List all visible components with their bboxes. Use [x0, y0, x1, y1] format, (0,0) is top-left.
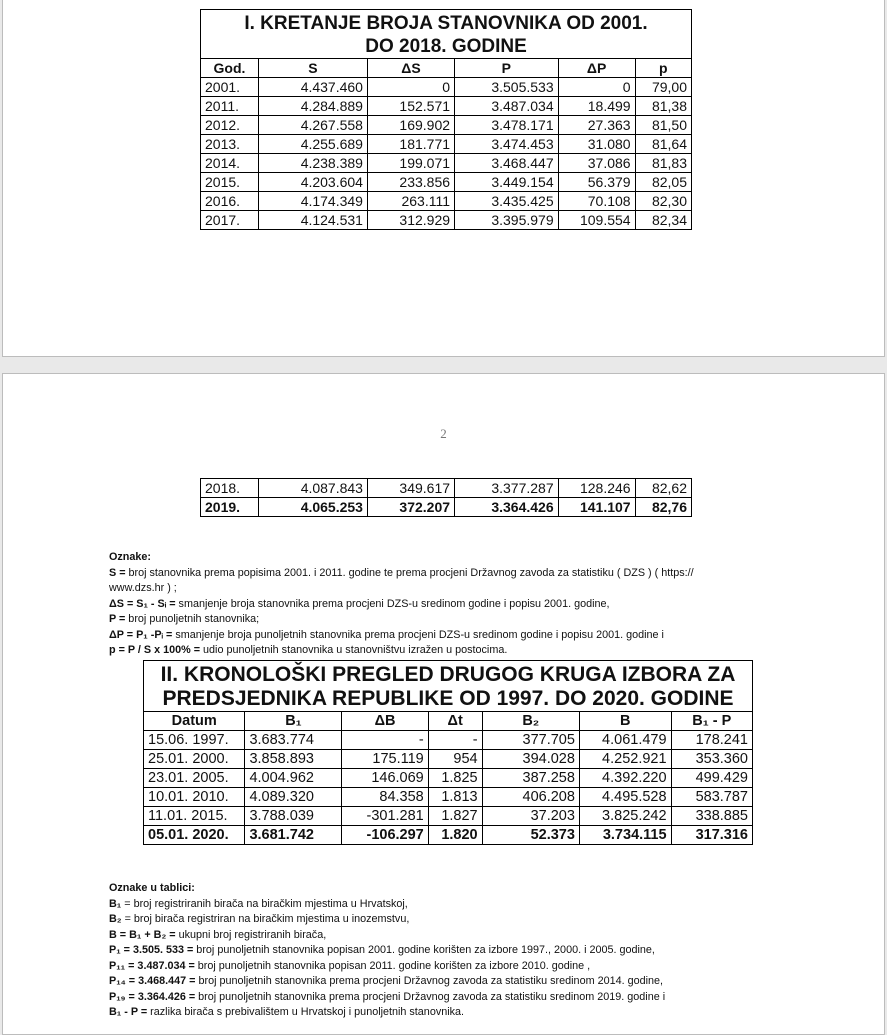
table-cell: 4.089.320	[245, 788, 342, 807]
col-header-s: S	[258, 59, 367, 78]
table-cell: 0	[367, 78, 454, 97]
table-cell: 169.902	[367, 116, 454, 135]
table-cell: 199.071	[367, 154, 454, 173]
table-cell: 2014.	[201, 154, 259, 173]
legend-key: p = P / S x 100% =	[109, 644, 201, 656]
population-table-continued	[200, 478, 692, 517]
table-cell: 25.01. 2000.	[144, 750, 245, 769]
table-row	[201, 135, 692, 154]
col-header-delta-p: ΔP	[558, 59, 635, 78]
table-cell: 81,50	[635, 116, 691, 135]
elections-table-title: II. KRONOLOŠKI PREGLED DRUGOG KRUGA IZBORA ZA PREDSJEDNIKA REPUBLIKE OD 1997. DO 2020. GODINE	[144, 661, 753, 712]
table-cell: 583.787	[671, 788, 752, 807]
legend-heading: Oznake:	[109, 551, 152, 563]
table-cell: 3.788.039	[245, 807, 342, 826]
table-cell: 81,38	[635, 97, 691, 116]
table-cell: -	[342, 731, 428, 750]
table-cell: 3.468.447	[455, 154, 559, 173]
legend-key: B = B₁ + B₂ =	[109, 928, 176, 941]
table-cell: 81,64	[635, 135, 691, 154]
legend-key: P₁₁ = 3.487.034 =	[109, 959, 195, 972]
table-row	[201, 479, 692, 498]
table-cell: 499.429	[671, 769, 752, 788]
table-cell: 3.858.893	[245, 750, 342, 769]
legend-key: B₁	[109, 897, 122, 910]
table-cell: 4.284.889	[258, 97, 367, 116]
table-cell: 3.377.287	[455, 479, 559, 498]
legend-key: P₁₉ = 3.364.426 =	[109, 990, 196, 1003]
table-cell: 3.505.533	[455, 78, 559, 97]
legend-line	[109, 643, 694, 659]
table-cell: 372.207	[367, 498, 454, 517]
table-cell: -106.297	[342, 826, 428, 845]
legend-text: broj punoljetnih stanovnika popisan 2001. godine korišten za izbore 1997., 2000. i 2005. godine,	[193, 944, 655, 956]
table-cell: 2018.	[201, 479, 259, 498]
table-cell: 1.820	[428, 826, 482, 845]
table-cell: 15.06. 1997.	[144, 731, 245, 750]
col-header-b1: B₁	[245, 712, 342, 731]
col-header-delta-s: ΔS	[367, 59, 454, 78]
table-cell: 3.683.774	[245, 731, 342, 750]
legend-text: broj punoljetnih stanovnika prema procjeni Državnog zavoda za statistiku sredinom 2019. godine i	[195, 990, 666, 1003]
table-cell: 3.681.742	[245, 826, 342, 845]
col-header-p: P	[455, 59, 559, 78]
table-row	[201, 211, 692, 230]
table-cell: 1.827	[428, 807, 482, 826]
table-cell: 4.392.220	[579, 769, 671, 788]
legend-line	[109, 990, 665, 1006]
table-cell: 4.267.558	[258, 116, 367, 135]
table-cell: 4.437.460	[258, 78, 367, 97]
legend-line	[109, 1005, 665, 1021]
table-header-row	[201, 59, 692, 78]
legend-text: ukupni broj registriranih birača,	[175, 928, 327, 941]
table-row	[201, 116, 692, 135]
legend-key: B₂	[109, 913, 122, 925]
legend-text: razlika birača s prebivalištem u Hrvatskoj i punoljetnih stanovnika.	[147, 1006, 465, 1018]
table-cell: 4.124.531	[258, 211, 367, 230]
table-cell: 4.061.479	[579, 731, 671, 750]
table-cell: 4.203.604	[258, 173, 367, 192]
table-row	[201, 173, 692, 192]
legend-heading: Oznake u tablici:	[109, 882, 195, 894]
table-cell: 1.813	[428, 788, 482, 807]
legend-line	[109, 628, 694, 644]
table-row	[144, 750, 753, 769]
legend-key: ΔP = P₁ -Pᵢ =	[109, 628, 173, 641]
table-cell: 4.004.962	[245, 769, 342, 788]
legend-key: B₁ - P =	[109, 1006, 148, 1018]
table-row	[144, 788, 753, 807]
table-cell: 4.255.689	[258, 135, 367, 154]
table-cell: 4.238.389	[258, 154, 367, 173]
table-cell: 3.487.034	[455, 97, 559, 116]
table-cell: 0	[558, 78, 635, 97]
table-cell: 52.373	[482, 826, 579, 845]
table-cell: 128.246	[558, 479, 635, 498]
table-cell: 82,76	[635, 498, 691, 517]
document-page-1	[2, 0, 885, 357]
table-cell: 11.01. 2015.	[144, 807, 245, 826]
table-cell: 233.856	[367, 173, 454, 192]
col-header-delta-t: Δt	[428, 712, 482, 731]
table-cell: 954	[428, 750, 482, 769]
legend-line	[109, 581, 694, 597]
table-row	[144, 807, 753, 826]
document-page-2	[2, 373, 885, 1035]
table-cell: 2012.	[201, 116, 259, 135]
table-cell: 4.065.253	[258, 498, 367, 517]
col-header-delta-b: ΔB	[342, 712, 428, 731]
table-cell: 79,00	[635, 78, 691, 97]
table-cell: 23.01. 2005.	[144, 769, 245, 788]
table-cell: 349.617	[367, 479, 454, 498]
table-cell: 146.069	[342, 769, 428, 788]
table-cell: 81,83	[635, 154, 691, 173]
legend-line	[109, 566, 694, 582]
table-cell: 1.825	[428, 769, 482, 788]
table-cell: 141.107	[558, 498, 635, 517]
col-header-b1-minus-p: B₁ - P	[671, 712, 752, 731]
table-cell: 82,62	[635, 479, 691, 498]
table-cell: 4.495.528	[579, 788, 671, 807]
legend-text: smanjenje broja stanovnika prema procjeni DZS-u sredinom godine i popisu 2001. godine,	[175, 597, 610, 610]
legend-key: ΔS = S₁ - Sᵢ =	[109, 597, 176, 610]
table-cell: 109.554	[558, 211, 635, 230]
table-cell: 27.363	[558, 116, 635, 135]
legend-line	[109, 912, 665, 928]
page-number: 2	[440, 426, 447, 441]
table-cell: 4.174.349	[258, 192, 367, 211]
legend-text: broj punoljetnih stanovnika prema procjeni Državnog zavoda za statistiku sredinom 2014. godine,	[195, 975, 664, 987]
table-cell: 3.395.979	[455, 211, 559, 230]
table-row	[201, 97, 692, 116]
legend-key: P₁₄ = 3.468.447 =	[109, 975, 196, 987]
legend-line	[109, 974, 665, 990]
legend-text: broj punoljetnih stanovnika;	[125, 613, 260, 625]
table-cell: 2015.	[201, 173, 259, 192]
table-cell: 10.01. 2010.	[144, 788, 245, 807]
table-cell: 4.252.921	[579, 750, 671, 769]
table-cell: 2011.	[201, 97, 259, 116]
table-cell: 3.734.115	[579, 826, 671, 845]
table-cell: 377.705	[482, 731, 579, 750]
table-cell: 18.499	[558, 97, 635, 116]
table-cell: 2001.	[201, 78, 259, 97]
table-row	[201, 78, 692, 97]
table-cell: 263.111	[367, 192, 454, 211]
table-row	[201, 192, 692, 211]
legend-line	[109, 897, 665, 913]
table-cell: 394.028	[482, 750, 579, 769]
legend-notes-2	[109, 881, 665, 1021]
table-row	[201, 154, 692, 173]
table-cell: 2016.	[201, 192, 259, 211]
legend-key: S =	[109, 566, 126, 579]
table-cell: 84.358	[342, 788, 428, 807]
population-table	[200, 9, 692, 230]
table-cell: 56.379	[558, 173, 635, 192]
legend-text: broj stanovnika prema popisima 2001. i 2011. godine te prema procjeni Državnog zavoda za statistiku ( DZS ) ( https://	[125, 566, 694, 579]
legend-text: = broj birača registriran na biračkim mjestima u inozemstvu,	[121, 913, 410, 925]
table-cell: 2013.	[201, 135, 259, 154]
table-cell: 181.771	[367, 135, 454, 154]
table-row	[144, 731, 753, 750]
table-cell: 2017.	[201, 211, 259, 230]
table-cell: 3.825.242	[579, 807, 671, 826]
table-row	[144, 769, 753, 788]
table-cell: 37.086	[558, 154, 635, 173]
table-cell: 387.258	[482, 769, 579, 788]
legend-line	[109, 928, 665, 944]
col-header-b2: B₂	[482, 712, 579, 731]
legend-line	[109, 943, 665, 959]
legend-line	[109, 597, 694, 613]
table-cell: 70.108	[558, 192, 635, 211]
legend-text: udio punoljetnih stanovnika u stanovništvu izražen u postocima.	[200, 644, 508, 656]
table-cell: 338.885	[671, 807, 752, 826]
table-cell: 82,34	[635, 211, 691, 230]
table-cell: 82,05	[635, 173, 691, 192]
col-header-pct: p	[635, 59, 691, 78]
table-cell: 317.316	[671, 826, 752, 845]
table-row	[144, 826, 753, 845]
table-cell: 152.571	[367, 97, 454, 116]
table-row	[201, 498, 692, 517]
table-cell: 37.203	[482, 807, 579, 826]
table-header-row	[144, 712, 753, 731]
legend-notes-1	[109, 550, 694, 659]
table-cell: -	[428, 731, 482, 750]
table-cell: 82,30	[635, 192, 691, 211]
col-header-b: B	[579, 712, 671, 731]
table-cell: 05.01. 2020.	[144, 826, 245, 845]
table-title-row	[144, 661, 753, 712]
table-cell: 31.080	[558, 135, 635, 154]
table-cell: 312.929	[367, 211, 454, 230]
col-header-date: Datum	[144, 712, 245, 731]
legend-key: P =	[109, 613, 126, 625]
legend-text: broj punoljetnih stanovnika popisan 2011. godine korišten za izbore 2010. godine ,	[194, 959, 591, 972]
table-cell: 3.435.425	[455, 192, 559, 211]
population-table-title: I. KRETANJE BROJA STANOVNIKA OD 2001. DO 2018. GODINE	[201, 10, 692, 59]
table-cell: 178.241	[671, 731, 752, 750]
col-header-year: God.	[201, 59, 259, 78]
table-cell: 4.087.843	[258, 479, 367, 498]
table-cell: 2019.	[201, 498, 259, 517]
table-cell: 3.364.426	[455, 498, 559, 517]
legend-text: smanjenje broja punoljetnih stanovnika prema procjeni DZS-u sredinom godine i popisu 2001. godine i	[172, 628, 664, 641]
table-cell: 3.474.453	[455, 135, 559, 154]
legend-key: P₁ = 3.505. 533 =	[109, 944, 194, 956]
table-cell: -301.281	[342, 807, 428, 826]
elections-table	[143, 660, 753, 845]
table-cell: 175.119	[342, 750, 428, 769]
legend-text: = broj registriranih birača na biračkim mjestima u Hrvatskoj,	[121, 897, 408, 910]
table-cell: 353.360	[671, 750, 752, 769]
table-cell: 3.478.171	[455, 116, 559, 135]
table-cell: 406.208	[482, 788, 579, 807]
legend-line	[109, 959, 665, 975]
legend-text: www.dzs.hr ) ;	[109, 582, 177, 594]
table-title-row	[201, 10, 692, 59]
legend-line	[109, 612, 694, 628]
table-cell: 3.449.154	[455, 173, 559, 192]
